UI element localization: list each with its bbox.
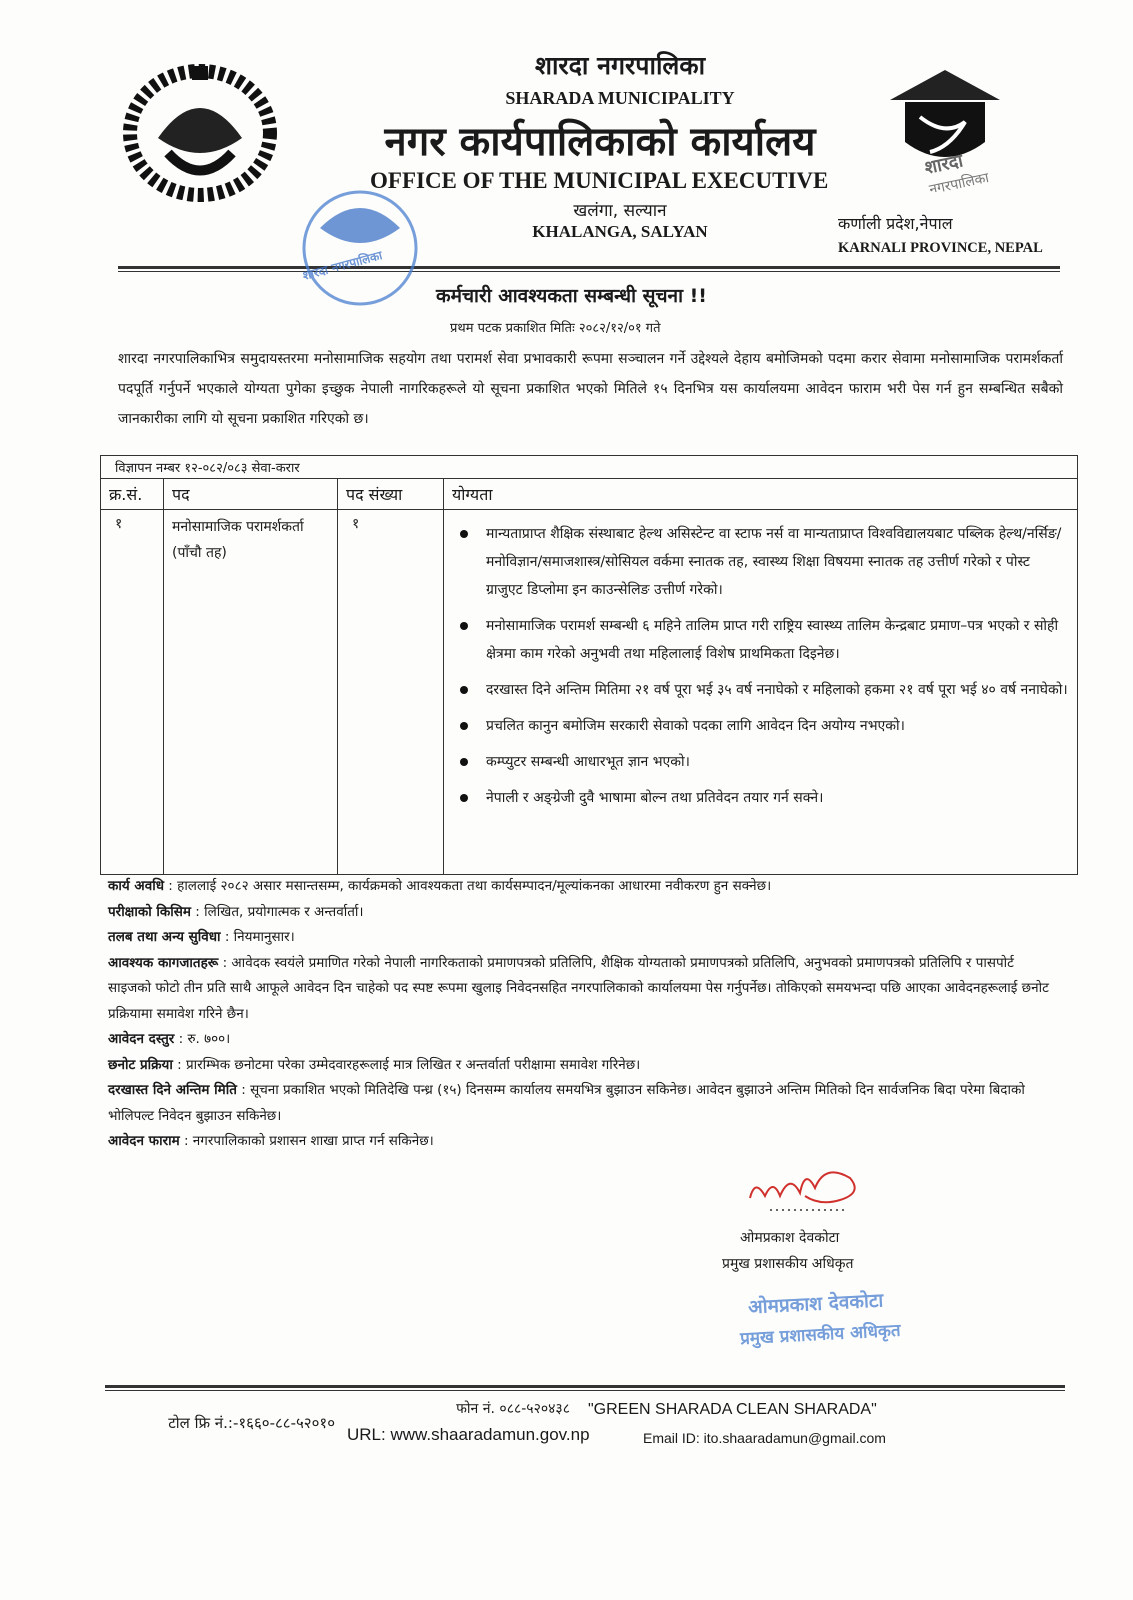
list-item: नेपाली र अङ्ग्रेजी दुवै भाषामा बोल्न तथा प्रतिवेदन तयार गर्न सक्ने।: [486, 784, 1069, 812]
signature: [745, 1158, 865, 1218]
svg-text:शारदा नगरपालिका: शारदा नगरपालिका: [301, 248, 384, 283]
notice-title: कर्मचारी आवश्यकता सम्बन्धी सूचना !!: [436, 285, 707, 307]
intro-paragraph: शारदा नगरपालिकाभित्र समुदायस्तरमा मनोसामाजिक सहयोग तथा परामर्श सेवा प्रभावकारी रूपमा सञ्चालन गर्ने उद्देश्यले देहाय बमोजिमको पदमा करार सेवामा मनोसामाजिक परामर्शकर्ता पदपूर्ति गर्नुपर्ने भएकाले योग्यता पुगेका इच्छुक नेपाली नागरिकहरूले यो सूचना प्रकाशित भएको मितिले १५ दिनभित्र यस कार्यालयमा आवेदन फाराम भरी पेस गर्न हुन सम्बन्धित सबैको जानकारीका लागि यो सूचना प्रकाशित गरिएको छ।: [118, 351, 1063, 427]
municipality-name-en: SHARADA MUNICIPALITY: [505, 88, 735, 108]
location-en: KHALANGA, SALYAN: [532, 222, 708, 241]
name-stamp: ओमप्रकाश देवकोटा: [747, 1289, 884, 1319]
cell-qualifications: [444, 510, 1078, 875]
detail-documents: आवश्यक कागजातहरू : आवेदक स्वयंले प्रमाणित गरेको नेपाली नागरिकताको प्रमाणपत्रको प्रतिलिपि, शैक्षिक योग्यताको प्रमाणपत्रको प्रतिलिपि, अनुभवको प्रमाणपत्रको प्रतिलिपि र पासपोर्ट साइजको फोटो तीन प्रति साथै आफूले आवेदन दिन चाहेको पद स्पष्ट रूपमा खुलाइ निवेदनसहित नगरपालिकाको कार्यालयमा पेस गर्नुपर्नेछ। तोकिएको समयभन्दा पछि आएका आवेदनहरूलाई छनोट प्रक्रियामा समावेश गरिने छैन।: [108, 954, 1049, 1022]
list-item: कम्प्युटर सम्बन्धी आधारभूत ज्ञान भएको।: [486, 748, 1069, 776]
designation-stamp: प्रमुख प्रशासकीय अधिकृत: [739, 1320, 902, 1350]
province-en: KARNALI PROVINCE, NEPAL: [838, 240, 1043, 256]
detail-fee: आवेदन दस्तुर : रु. ७००।: [108, 1031, 231, 1047]
office-name-en: OFFICE OF THE MUNICIPAL EXECUTIVE: [370, 168, 829, 193]
signatory-name: ओमप्रकाश देवकोटा: [740, 1230, 840, 1246]
footer-email[interactable]: Email ID: ito.shaaradamun@gmail.com: [643, 1430, 886, 1446]
footer-tollfree: टोल फ्रि नं.:-१६६०-८८-५२०१०: [168, 1414, 335, 1432]
list-item: प्रचलित कानुन बमोजिम सरकारी सेवाको पदका लागि आवेदन दिन अयोग्य नभएको।: [486, 712, 1069, 740]
vacancy-table: [100, 455, 1078, 875]
office-stamp: [290, 188, 430, 333]
list-item: मनोसामाजिक परामर्श सम्बन्धी ६ महिने तालिम प्राप्त गरी राष्ट्रिय स्वास्थ्य तालिम केन्द्रबाट प्रमाण–पत्र भएको र सोही क्षेत्रमा काम गरेको अनुभवी तथा महिलालाई विशेष प्राथमिकता दिइनेछ।: [486, 612, 1069, 668]
detail-exam-type: परीक्षाको किसिम : लिखित, प्रयोगात्मक र अन्तर्वार्ता।: [108, 903, 364, 920]
col-header-count: पद संख्या: [338, 479, 444, 510]
detail-deadline: दरखास्त दिने अन्तिम मिति : सूचना प्रकाशित भएको मितिदेखि पन्ध्र (१५) दिनसम्म कार्यालय समयभित्र बुझाउन सकिनेछ। आवेदन बुझाउने अन्तिम मितिको दिन सार्वजनिक बिदा परेमा बिदाको भोलिपल्ट निवेदन बुझाउन सकिनेछ।: [108, 1082, 1025, 1124]
signatory-designation: प्रमुख प्रशासकीय अधिकृत: [722, 1256, 854, 1272]
svg-text:नगरपालिका: नगरपालिका: [927, 169, 991, 192]
table-row: [101, 510, 1078, 875]
cell-post: मनोसामाजिक परामर्शकर्ता (पाँचौ तह): [164, 510, 338, 875]
detail-salary: तलब तथा अन्य सुविधा : नियमानुसार।: [108, 929, 295, 945]
qualification-list: [456, 520, 1069, 812]
cell-sn: १: [101, 510, 164, 875]
office-name-np: नगर कार्यपालिकाको कार्यालय: [384, 119, 816, 165]
svg-text:शारदा: शारदा: [922, 150, 965, 179]
advertisement-number: विज्ञापन नम्बर १२-०८२/०८३ सेवा-करार: [101, 456, 1078, 479]
cell-count: १: [338, 510, 444, 875]
location-np: खलंगा, सल्यान: [573, 201, 667, 221]
footer-url[interactable]: URL: www.shaaradamun.gov.np: [347, 1425, 590, 1444]
published-date: प्रथम पटक प्रकाशित मितिः २०८२/१२/०१ गते: [450, 321, 661, 336]
province-np: कर्णाली प्रदेश,नेपाल: [838, 214, 953, 233]
detail-form: आवेदन फाराम : नगरपालिकाको प्रशासन शाखा प्राप्त गर्न सकिनेछ।: [108, 1133, 434, 1149]
nepal-emblem-logo: [118, 58, 283, 203]
table-header-row: [101, 479, 1078, 510]
detail-selection: छनोट प्रक्रिया : प्रारम्भिक छनोटमा परेका उम्मेदवारहरूलाई मात्र लिखित र अन्तर्वार्ता परीक्षामा समावेश गरिनेछ।: [108, 1056, 641, 1073]
list-item: दरखास्त दिने अन्तिम मितिमा २१ वर्ष पूरा भई ३५ वर्ष ननाघेको र महिलाको हकमा २१ वर्ष पूरा भई ४० वर्ष ननाघेको।: [486, 676, 1069, 704]
detail-work-period: कार्य अवधि : हाललाई २०८२ असार मसान्तसम्म, कार्यक्रमको आवश्यकता तथा कार्यसम्पादन/मूल्यांकनका आधारमा नवीकरण हुन सक्नेछ।: [108, 878, 772, 894]
list-item: मान्यताप्राप्त शैक्षिक संस्थाबाट हेल्थ असिस्टेन्ट वा स्टाफ नर्स वा मान्यताप्राप्त विश्वविद्यालयबाट पब्लिक हेल्थ/नर्सिङ/मनोविज्ञान/समाजशास्त्र/सोसियल वर्कमा स्नातक तह, स्वास्थ्य शिक्षा विषयमा स्नातक तह उत्तीर्ण गरेको र पोस्ट ग्राजुएट डिप्लोमा इन काउन्सेलिङ उत्तीर्ण गरेको।: [486, 520, 1069, 604]
header-divider: [118, 266, 1060, 272]
footer-slogan: "GREEN SHARADA CLEAN SHARADA": [588, 1401, 877, 1418]
col-header-post: पद: [164, 479, 338, 510]
footer-divider: [105, 1385, 1065, 1391]
col-header-qualification: योग्यता: [444, 479, 1078, 510]
municipality-name-np: शारदा नगरपालिका: [534, 51, 706, 80]
details-section: [108, 874, 1058, 1155]
col-header-sn: क्र.सं.: [101, 479, 164, 510]
sharada-municipality-logo: [870, 62, 1030, 192]
footer-phone: फोन नं. ०८८-५२०४३८: [456, 1401, 570, 1417]
